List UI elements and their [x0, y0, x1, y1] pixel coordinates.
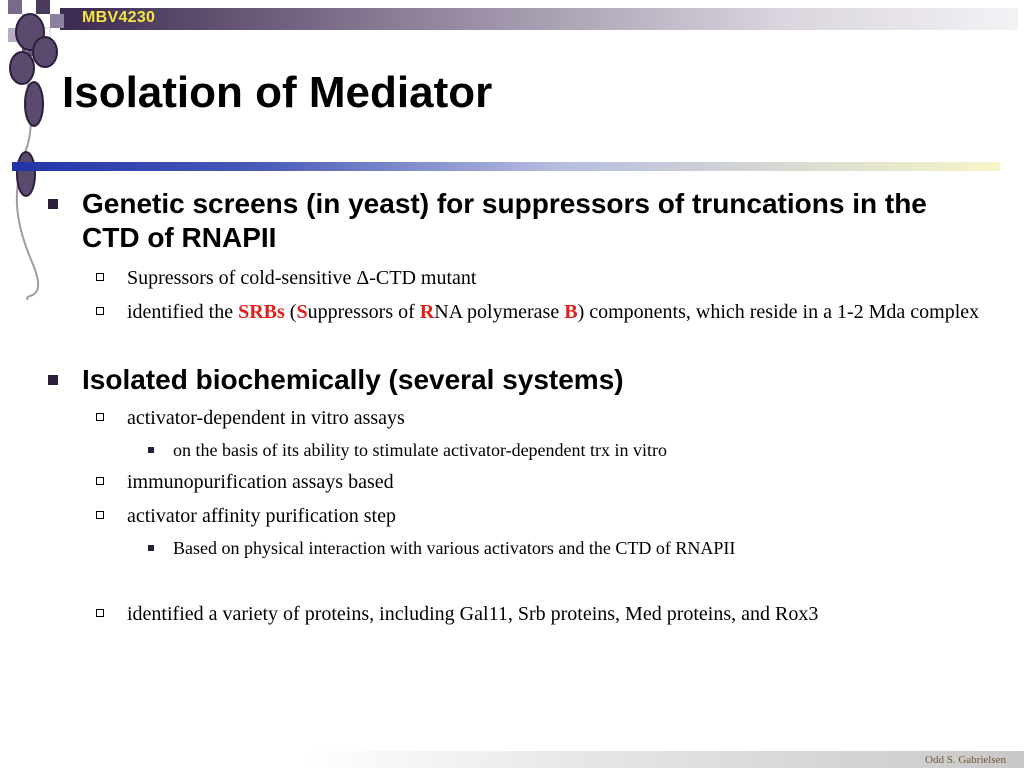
- berry: [25, 82, 43, 126]
- checker-square: [36, 0, 50, 14]
- berry: [17, 152, 35, 196]
- bullet-level-2: [96, 299, 996, 326]
- bullet-level-2: identified a variety of proteins, including Gal11, Srb proteins, Med proteins, and Rox3: [96, 601, 996, 628]
- letter-s-highlight: S: [296, 301, 308, 323]
- bullet-level-3: Based on physical interaction with various activators and the CTD of RNAPII: [148, 537, 998, 559]
- bullet-level-2: activator-dependent in vitro assays: [96, 405, 996, 432]
- square-bullet-icon: [48, 199, 58, 209]
- hollow-square-bullet-icon: [96, 273, 104, 281]
- hollow-square-bullet-icon: [96, 511, 104, 519]
- srbs-highlight: SRBs: [238, 301, 285, 323]
- bullet-level-3: on the basis of its ability to stimulate activator-dependent trx in vitro: [148, 439, 998, 461]
- letter-r-highlight: R: [419, 301, 435, 323]
- checker-square: [50, 14, 64, 28]
- bullet-level-2: Supressors of cold-sensitive Δ-CTD mutant: [96, 265, 996, 292]
- checker-square: [8, 0, 22, 14]
- bullet-level-1: Genetic screens (in yeast) for suppressors of truncations in the CTD of RNAPII: [48, 187, 968, 255]
- title-underline: [12, 162, 1000, 171]
- bullet-level-2: activator affinity purification step: [96, 503, 996, 530]
- bullet-level-1: Isolated biochemically (several systems): [48, 363, 968, 397]
- srb-bullet-text: identified the SRBs (Suppressors of RNA polymerase B) components, which reside in a 1-2 Mda complex: [127, 301, 980, 323]
- hollow-square-bullet-icon: [96, 307, 104, 315]
- small-square-bullet-icon: [148, 545, 154, 551]
- small-square-bullet-icon: [148, 447, 154, 453]
- hollow-square-bullet-icon: [96, 413, 104, 421]
- header-bar: [60, 8, 1018, 30]
- hollow-square-bullet-icon: [96, 609, 104, 617]
- letter-b-highlight: B: [564, 301, 578, 323]
- vine-decoration: [0, 0, 90, 300]
- berry: [10, 52, 34, 84]
- footer-bar: [300, 751, 1024, 768]
- bullet-level-2: immunopurification assays based: [96, 469, 996, 496]
- berry: [33, 37, 57, 67]
- hollow-square-bullet-icon: [96, 477, 104, 485]
- square-bullet-icon: [48, 375, 58, 385]
- slide-title: Isolation of Mediator: [62, 68, 493, 117]
- footer-author: Odd S. Gabrielsen: [925, 754, 1006, 766]
- course-code: MBV4230: [82, 9, 156, 26]
